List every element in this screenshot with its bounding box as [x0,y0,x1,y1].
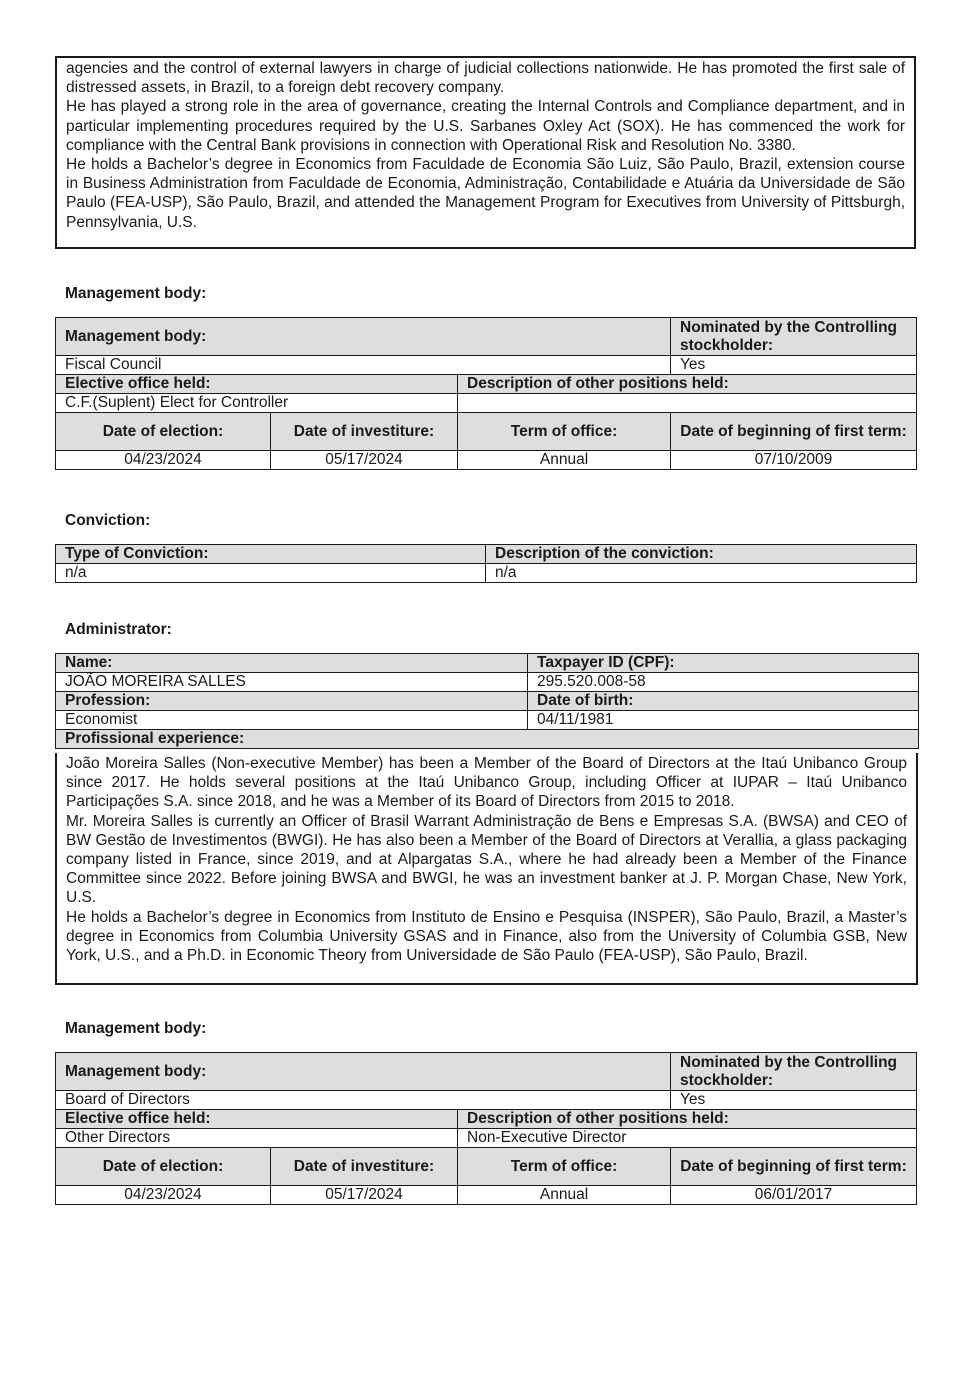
elective-office-value: Other Directors [56,1129,458,1148]
header-first-term: Date of beginning of first term: [671,1148,917,1186]
term-office-value: Annual [458,451,671,470]
other-positions-value: Non-Executive Director [458,1129,917,1148]
birth-value: 04/11/1981 [528,711,919,730]
section-label: Conviction: [65,512,151,529]
header-nominated: Nominated by the Controlling stockholder: [671,1053,917,1091]
header-elective-office: Elective office held: [56,375,458,394]
first-term-value: 07/10/2009 [671,451,917,470]
nominated-value: Yes [671,356,917,375]
date-election-value: 04/23/2024 [56,1186,271,1205]
header-other-positions: Description of other positions held: [458,1110,917,1129]
management-body-table [55,1052,917,1205]
conviction-table [55,544,917,583]
elective-office-value: C.F.(Suplent) Elect for Controller [56,394,458,413]
header-date-investiture: Date of investiture: [271,1148,458,1186]
experience-paragraph: He holds a Bachelor’s degree in Economics from Faculdade de Economia São Luiz, São Paulo, Brazil, extension course in Business Administration from Faculdade de Economia, Administração, Contabilidade e Atuária da Universidade de São Paulo (FEA-USP), São Paulo, Brazil, and attended the Management Program for Executives from University of Pittsburgh, Pennsylvania, U.S. [66,156,905,231]
section-label: Management body: [65,285,207,302]
header-birth: Date of birth: [528,692,919,711]
administrator-table [55,653,919,749]
experience-paragraph: He has played a strong role in the area of governance, creating the Internal Controls and Compliance department, and in particular implementing procedures required by the U.S. Sarbanes Oxley Act (SOX). He has commenced the work for compliance with the Central Bank provisions in connection with Operational Risk and Resolution No. 3380. [66,98,905,154]
header-first-term: Date of beginning of first term: [671,413,917,451]
header-conviction-description: Description of the conviction: [486,545,917,564]
header-management-body: Management body: [56,318,671,356]
header-conviction-type: Type of Conviction: [56,545,486,564]
header-term-office: Term of office: [458,1148,671,1186]
header-cpf: Taxpayer ID (CPF): [528,654,919,673]
name-value: JOÃO MOREIRA SALLES [56,673,528,692]
management-body-value: Fiscal Council [56,356,671,375]
header-date-election: Date of election: [56,1148,271,1186]
header-other-positions: Description of other positions held: [458,375,917,394]
header-management-body: Management body: [56,1053,671,1091]
experience-paragraph: João Moreira Salles (Non-executive Member) has been a Member of the Board of Directors at the Itaú Unibanco Group since 2017. He holds several positions at the Itaú Unibanco Group, including Officer at IUPAR – Itaú Unibanco Participações S.A. since 2018, and he was a Member of its Board of Directors from 2015 to 2018. [66,755,907,811]
cpf-value: 295.520.008-58 [528,673,919,692]
term-office-value: Annual [458,1186,671,1205]
experience-paragraph: He holds a Bachelor’s degree in Economics from Instituto de Ensino e Pesquisa (INSPER), São Paulo, Brazil, a Master’s degree in Economics from Columbia University GSAS and in Finance, also from the University of Columbia GSB, New York, U.S., and a Ph.D. in Economic Theory from Universidade de São Paulo (FEA-USP), São Paulo, Brazil. [66,908,907,965]
conviction-type-value: n/a [56,564,486,583]
header-profession: Profession: [56,692,528,711]
header-nominated: Nominated by the Controlling stockholder: [671,318,917,356]
date-election-value: 04/23/2024 [56,451,271,470]
management-body-value: Board of Directors [56,1091,671,1110]
conviction-description-value: n/a [486,564,917,583]
section-label: Administrator: [65,621,172,638]
header-date-investiture: Date of investiture: [271,413,458,451]
professional-experience-box [55,753,918,985]
nominated-value: Yes [671,1091,917,1110]
header-term-office: Term of office: [458,413,671,451]
first-term-value: 06/01/2017 [671,1186,917,1205]
other-positions-value [458,394,917,413]
header-date-election: Date of election: [56,413,271,451]
previous-experience-box [55,56,916,249]
experience-paragraph: Mr. Moreira Salles is currently an Officer of Brasil Warrant Administração de Bens e Empresas S.A. (BWSA) and CEO of BW Gestão de Investimentos (BWGI). He has also been a Member of the Board of Directors at Verallia, a glass packaging company listed in France, since 2019, and at Alpargatas S.A., where he had already been a Member of the Finance Committee since 2022. Before joining BWSA and BWGI, he was an investment banker at J. P. Morgan Chase, New York, U.S. [66,812,907,907]
date-investiture-value: 05/17/2024 [271,451,458,470]
management-body-table [55,317,917,470]
date-investiture-value: 05/17/2024 [271,1186,458,1205]
header-elective-office: Elective office held: [56,1110,458,1129]
experience-paragraph: agencies and the control of external lawyers in charge of judicial collections nationwide. He has promoted the first sale of distressed assets, in Brazil, to a foreign debt recovery company. [66,60,905,97]
profession-value: Economist [56,711,528,730]
header-name: Name: [56,654,528,673]
header-experience: Profissional experience: [56,730,919,749]
section-label: Management body: [65,1020,207,1037]
